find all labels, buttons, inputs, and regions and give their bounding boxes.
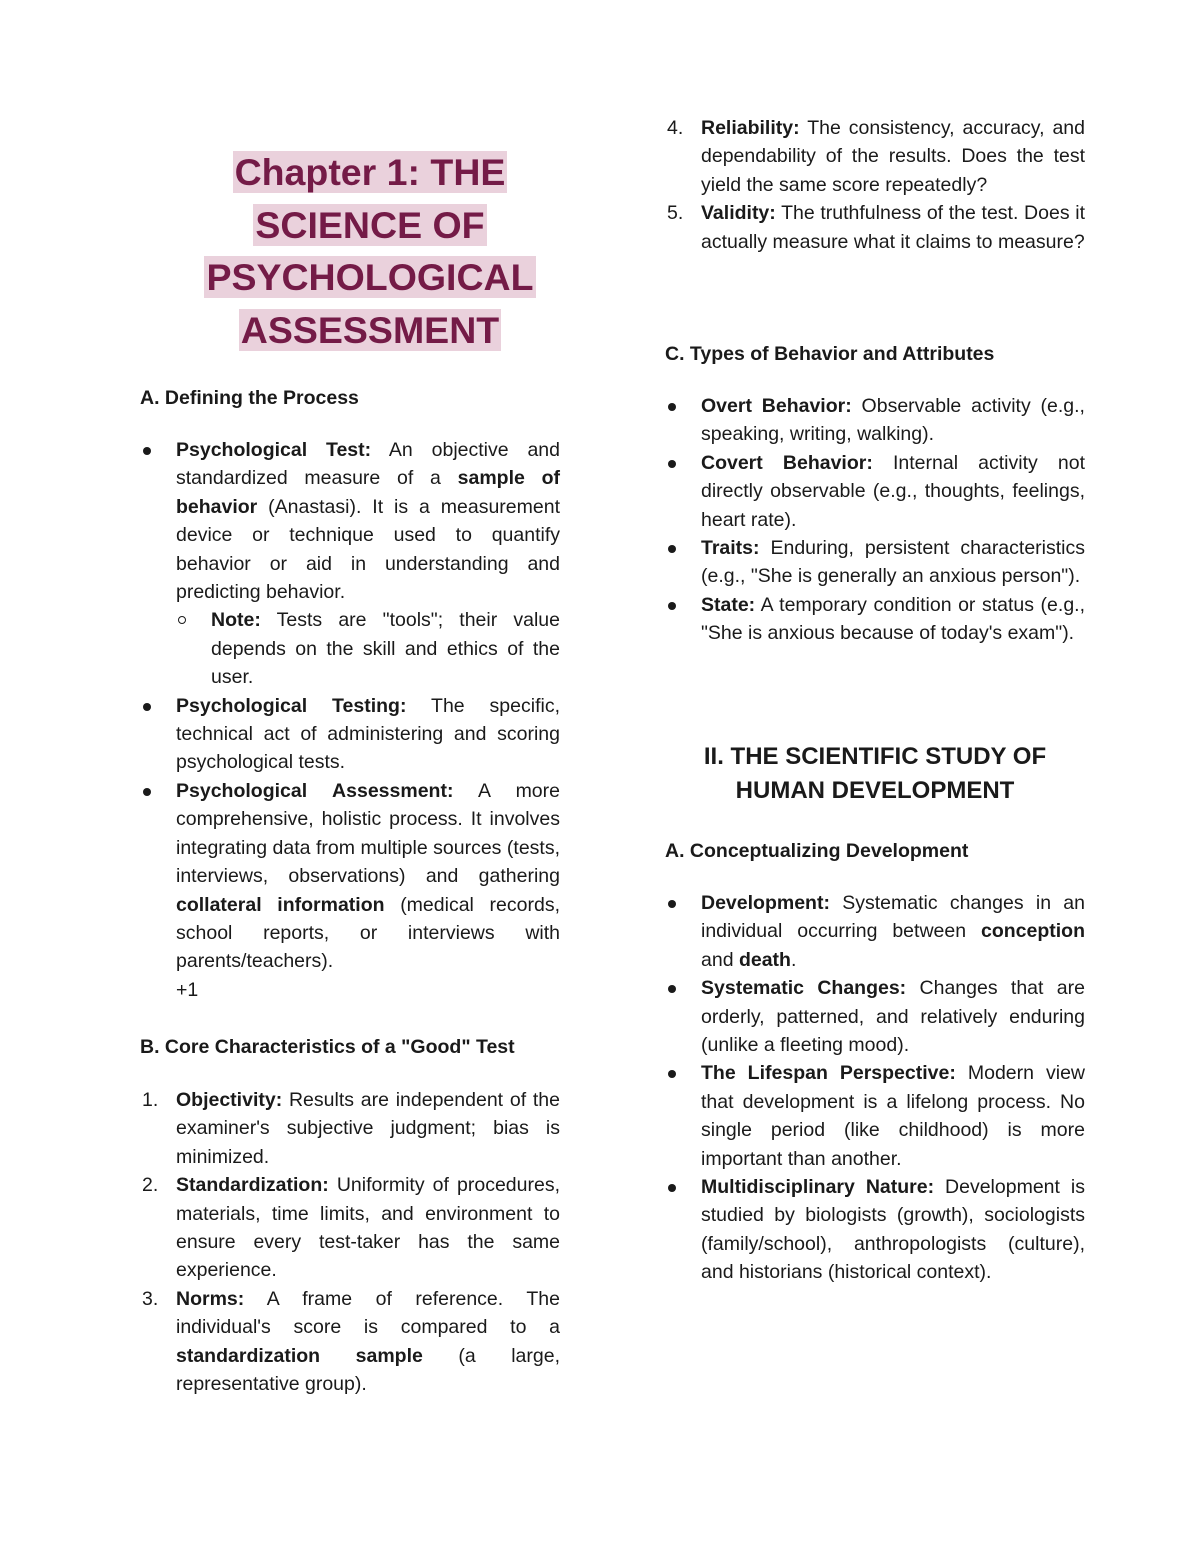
item-text: (medical records, school reports, or interviews with parents/teachers). xyxy=(176,893,560,973)
item-term: Norms: xyxy=(176,1287,245,1310)
bullet-icon xyxy=(668,602,676,610)
item-text: A more comprehensive, holistic process. It involves integrating data from multiple sources (tests, interviews, observations) and gathering xyxy=(176,779,560,888)
list-item xyxy=(665,449,1085,534)
extra-note: +1 xyxy=(176,978,199,1001)
hollow-bullet-icon xyxy=(178,616,186,624)
item-term: Standardization: xyxy=(176,1174,329,1197)
item-emphasis: standardization sample xyxy=(176,1344,423,1367)
item-term: Traits: xyxy=(701,537,760,560)
title-line: PSYCHOLOGICAL xyxy=(206,256,534,298)
item-text: Development is studied by biologists (growth), sociologists (family/school), anthropologists (culture), and historians (historical context). xyxy=(701,1176,1085,1284)
item-emphasis: sample of behavior xyxy=(176,467,560,518)
bullet-icon xyxy=(668,545,676,553)
note-text: Tests are "tools"; their value depends on the skill and ethics of the user. xyxy=(211,609,560,689)
section-b-heading: B. Core Characteristics of a "Good" Test xyxy=(140,1036,515,1058)
item-text: Uniformity of procedures, materials, time limits, and environment to ensure every test-taker has the same experience. xyxy=(176,1174,560,1282)
item-number: 2. xyxy=(142,1174,159,1197)
item-text: Modern view that development is a lifelong process. No single period (like childhood) is more important than another. xyxy=(701,1062,1086,1170)
bullet-icon xyxy=(143,788,151,796)
section-c-heading: C. Types of Behavior and Attributes xyxy=(665,343,995,365)
bullet-icon xyxy=(668,403,676,411)
section-a-heading: A. Defining the Process xyxy=(140,387,359,409)
bullet-icon xyxy=(668,460,676,468)
numbered-item xyxy=(665,114,1085,199)
sub-list-item xyxy=(140,606,560,691)
heading-line: HUMAN DEVELOPMENT xyxy=(735,777,1015,804)
item-term: Psychological Testing: xyxy=(176,694,407,717)
item-emphasis: conception xyxy=(980,920,1085,943)
list-item xyxy=(665,534,1085,591)
title-line: ASSESSMENT xyxy=(240,308,500,351)
bullet-icon xyxy=(668,1070,676,1078)
item-number: 3. xyxy=(142,1287,159,1310)
item-term: Covert Behavior: xyxy=(701,451,873,474)
list-item xyxy=(665,392,1085,449)
item-term: The Lifespan Perspective: xyxy=(701,1062,956,1085)
item-text: Results are independent of the examiner's subjective judgment; bias is minimized. xyxy=(176,1089,560,1168)
item-text: A temporary condition or status (e.g., "She is anxious because of today's exam"). xyxy=(701,593,1085,645)
item-text: Systematic changes in an individual occurring between xyxy=(701,892,1085,943)
item-text: . xyxy=(790,948,797,971)
item-text: An objective and standardized measure of a xyxy=(176,439,560,490)
item-number: 4. xyxy=(667,117,684,139)
title-line: SCIENCE OF xyxy=(255,203,485,246)
item-term: Development: xyxy=(701,892,830,914)
item-term: Reliability: xyxy=(701,117,800,139)
section-d-heading: A. Conceptualizing Development xyxy=(665,840,969,862)
item-term: State: xyxy=(701,593,756,616)
section-d-list xyxy=(665,889,1085,1287)
list-item xyxy=(665,1173,1085,1287)
part-two-heading xyxy=(665,740,1085,808)
item-number: 1. xyxy=(142,1089,159,1111)
item-term: Psychological Test: xyxy=(176,439,372,461)
item-emphasis: collateral information xyxy=(176,893,385,916)
item-text: (a large, representative group). xyxy=(176,1344,560,1396)
list-item xyxy=(665,889,1085,974)
note-term: Note: xyxy=(211,609,261,632)
item-emphasis: death xyxy=(738,948,791,971)
list-item xyxy=(140,436,560,606)
section-a-list xyxy=(140,436,560,1004)
item-term: Objectivity: xyxy=(176,1089,283,1111)
title-line: Chapter 1: THE xyxy=(234,151,506,193)
section-b-list xyxy=(140,1086,560,1398)
item-text: A frame of reference. The individual's score is compared to a xyxy=(176,1287,560,1339)
item-term: Multidisciplinary Nature: xyxy=(701,1176,935,1199)
item-term: Validity: xyxy=(701,202,776,225)
item-term: Overt Behavior: xyxy=(701,395,852,417)
bullet-icon xyxy=(668,985,676,993)
bullet-icon xyxy=(668,1184,676,1192)
item-text: Observable activity (e.g., speaking, writing, walking). xyxy=(701,395,1085,446)
numbered-item xyxy=(140,1086,560,1171)
item-text: (Anastasi). It is a measurement device or technique used to quantify behavior or aid in understanding and predicting behavior. xyxy=(176,495,560,604)
item-text: The truthfulness of the test. Does it actually measure what it claims to measure? xyxy=(701,202,1085,253)
numbered-item xyxy=(140,1171,560,1285)
bullet-icon xyxy=(143,703,151,711)
item-number: 5. xyxy=(667,202,684,225)
item-text: Internal activity not directly observable (e.g., thoughts, feelings, heart rate). xyxy=(701,451,1085,531)
section-c-list xyxy=(665,392,1085,648)
numbered-item xyxy=(140,1285,560,1399)
item-term: Psychological Assessment: xyxy=(176,779,454,802)
bullet-icon xyxy=(143,447,151,455)
item-text: Changes that are orderly, patterned, and relatively enduring (unlike a fleeting mood). xyxy=(701,977,1085,1057)
list-item xyxy=(665,974,1085,1059)
section-b-list-continued xyxy=(665,114,1085,256)
list-item xyxy=(140,692,560,777)
item-text: The specific, technical act of administering and scoring psychological tests. xyxy=(176,694,560,774)
list-item xyxy=(665,1059,1085,1173)
item-term: Systematic Changes: xyxy=(701,977,907,1000)
item-text: The consistency, accuracy, and dependability of the results. Does the test yield the same score repeatedly? xyxy=(701,117,1085,196)
heading-line: II. THE SCIENTIFIC STUDY OF xyxy=(703,743,1047,770)
chapter-title xyxy=(140,146,600,356)
item-text: Enduring, persistent characteristics (e.g., "She is generally an anxious person"). xyxy=(701,537,1085,588)
numbered-item xyxy=(665,199,1085,256)
item-text: and xyxy=(701,948,739,971)
list-item xyxy=(665,591,1085,648)
list-item xyxy=(140,777,560,976)
bullet-icon xyxy=(668,900,676,908)
